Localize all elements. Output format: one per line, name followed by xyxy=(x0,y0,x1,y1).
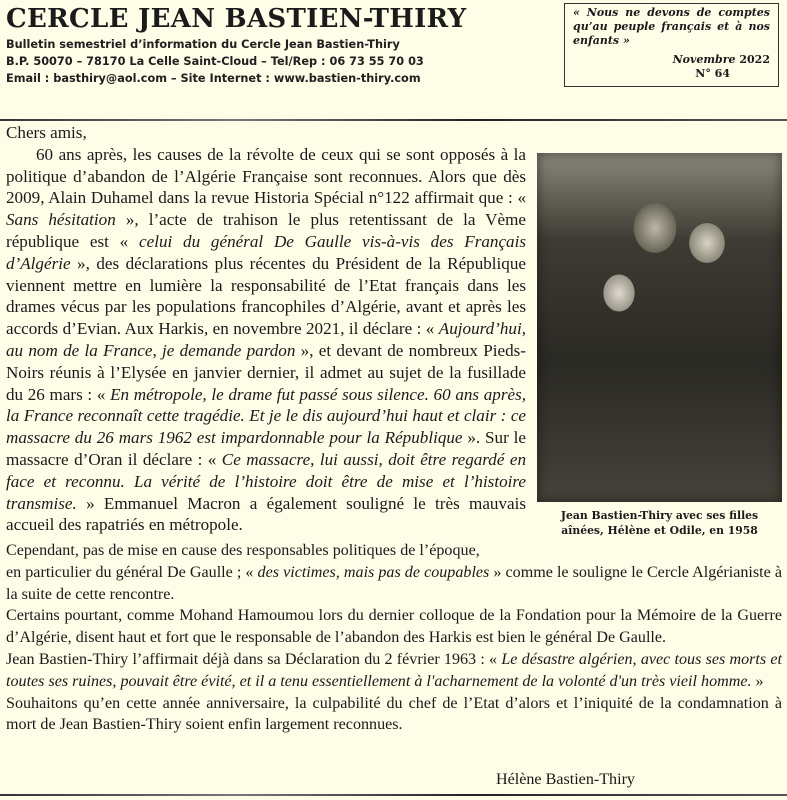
newsletter-title: CERCLE JEAN BASTIEN-THIRY xyxy=(6,4,467,34)
quote-text: Le désastre algérien, avec tous ses morts et toutes ses ruines, pouvait être évité, et il a tenu essentiellement à l'acharnement de la volonté d'un très vieil homme. xyxy=(6,650,782,690)
quote-text: Aujourd’hui, au nom de la France, je demande pardon xyxy=(6,319,526,360)
issue-month: Novembre xyxy=(672,53,736,66)
family-photo xyxy=(537,153,782,502)
paragraph-2: en particulier du général De Gaulle ; « des victimes, mais pas de coupables » comme le souligne le Cercle Algérianiste à la suite de cette rencontre. xyxy=(6,563,782,603)
quote-text: celui du général De Gaulle vis-à-vis des Français d’Algérie xyxy=(6,231,526,273)
motto-quote: « Nous ne devons de comptes qu’au peuple français et à nos enfants » xyxy=(573,6,770,47)
contact-line: Email : basthiry@aol.com – Site Internet : www.bastien-thiry.com xyxy=(6,72,421,85)
letter-continued xyxy=(6,540,782,736)
caption-line-1: Jean Bastien-Thiry avec ses filles xyxy=(560,509,759,522)
paragraph-4: Jean Bastien-Thiry l’affirmait déjà dans sa Déclaration du 2 février 1963 : « Le désastre algérien, avec tous ses morts et toutes ses ruines, pouvait être évité, et il a tenu essentiellement à l'acharnement de la volonté d'un très vieil homme. » xyxy=(6,650,782,690)
paragraph-3: Certains pourtant, comme Mohand Hamoumou lors du dernier colloque de la Fondation pour la Mémoire de la Guerre d’Algérie, disent haut et fort que le responsable de l’abandon des Harkis est bien le général De Gaulle. xyxy=(6,607,782,647)
issue-date xyxy=(573,53,770,67)
issue-number: N° 64 xyxy=(695,67,730,80)
paragraph-2-line-1: Cependant, pas de mise en cause des responsables politiques de l’époque, xyxy=(6,542,480,559)
quote-text: Sans hésitation xyxy=(6,210,116,230)
header-divider xyxy=(0,119,787,121)
quote-text: des victimes, mais pas de coupables xyxy=(257,563,490,581)
motto-box xyxy=(564,3,779,87)
letter-column xyxy=(6,122,526,536)
signature: Hélène Bastien-Thiry xyxy=(496,771,635,788)
paragraph-1: 60 ans après, les causes de la révolte de ceux qui se sont opposés à la politique d’abandon de l’Algérie Française sont reconnues. Alors que dès 2009, Alain Duhamel dans la revue Historia Spécial n°122 affirmait que : « Sans hésitation », l’acte de trahison le plus retentissant de la Vème république est « celui du général De Gaulle vis-à-vis des Français d’Algérie », des déclarations plus récentes du Président de la République viennent mettre en lumière la responsabilité de l’Etat français dans les drames vécus par les populations francophiles d’Algérie, avant et après les accords d’Evian. Aux Harkis, en novembre 2021, il déclare : « Aujourd’hui, au nom de la France, je demande pardon », et devant de nombreux Pieds-Noirs réunis à l’Elysée en janvier dernier, il admet au sujet de la fusillade du 26 mars : « En métropole, le drame fut passé sous silence. 60 ans après, la France reconnaît cette tragédie. Et je le dis aujourd’hui haut et clair : ce massacre du 26 mars 1962 est impardonnable pour la République ». Sur le massacre d’Oran il déclare : « Ce massacre, lui aussi, doit être regardé en face et reconnu. La vérité de l’histoire doit être de mise et l’histoire transmise. » Emmanuel Macron a également souligné le très mauvais accueil des rapatriés en métropole. xyxy=(6,144,527,535)
salutation: Chers amis, xyxy=(6,123,87,142)
caption-line-2: aînées, Hélène et Odile, en 1958 xyxy=(561,524,758,537)
masthead xyxy=(6,2,467,87)
quote-text: Ce massacre, lui aussi, doit être regardé en face et reconnu. La vérité de l’histoire doit être de mise et l’histoire transmise. xyxy=(6,449,527,513)
postal-address: B.P. 50070 – 78170 La Celle Saint-Cloud – Tel/Rep : 06 73 55 70 03 xyxy=(6,55,424,68)
footer-divider xyxy=(0,794,787,796)
photo-caption xyxy=(537,508,782,538)
paragraph-5: Souhaitons qu’en cette année anniversaire, la culpabilité du chef de l’Etat d’alors et l’iniquité de la condamnation à mort de Jean Bastien-Thiry soient enfin largement reconnues. xyxy=(6,694,782,734)
issue-year: 2022 xyxy=(739,53,770,66)
quote-text: En métropole, le drame fut passé sous silence. 60 ans après, la France reconnaît cette tragédie. Et je le dis aujourd’hui haut et clair : ce massacre du 26 mars 1962 est impardonnable pour la République xyxy=(6,384,526,448)
newsletter-subtitle: Bulletin semestriel d’information du Cercle Jean Bastien-Thiry xyxy=(6,38,400,51)
